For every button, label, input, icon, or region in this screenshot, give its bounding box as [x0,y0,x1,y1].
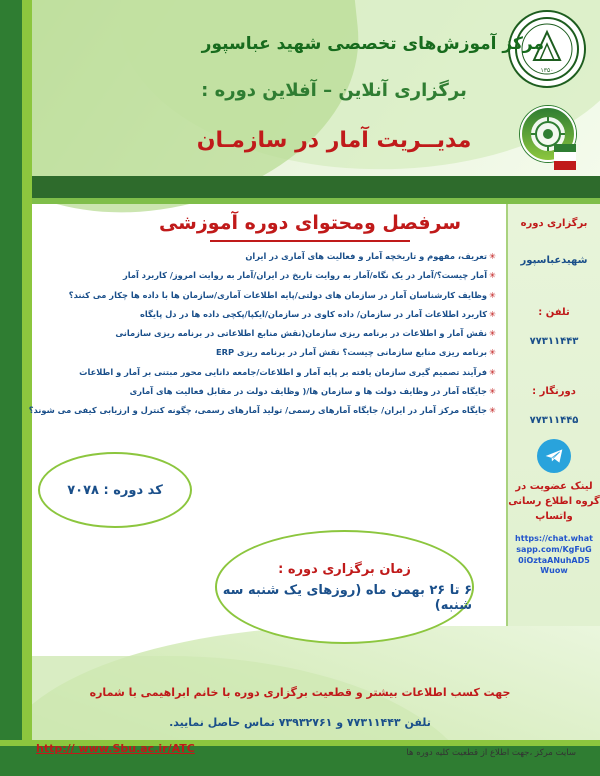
section-title: سرفصل ومحتوای دوره آموزشی [158,212,462,234]
website-link[interactable]: http:// www.Sbu.ac.ir/ATC [36,742,195,755]
topic-text: فرآیند تصمیم گیری سازمان یافته بر پایه آمار و اطلاعات/جامعه دانایی محور مبتنی بر آمار و اطلاعات [79,366,488,377]
flag-icon [554,144,576,170]
topic-text: جایگاه مرکز آمار در ایران/ جایگاه آمارهای رسمی/ تولید آمارهای رسمی، چگونه کنترل و ارزیابی کیفی می شوند؟ [28,405,488,415]
topic-text: کاربرد اطلاعات آمار در سازمان/ داده کاوی در سازمان/ایکپا/پکچی داده ها در دل پایگاه [140,308,488,319]
topic-list [28,250,496,423]
sidebar-whatsapp [508,479,600,577]
sidebar-fax [508,384,600,429]
list-item [116,250,496,263]
bullet-star-icon: ✳ [489,251,496,261]
list-item [68,289,496,302]
topic-text: تعریف، مفهوم و تاریخچه آمار و فعالیت های آماری در ایران [245,251,488,261]
footer-contact-line1: جهت کسب اطلاعات بیشتر و قطعیت برگزاری دوره با خانم ابراهیمی با شماره [89,686,511,699]
list-item [116,308,496,321]
sidebar-phone-value[interactable]: ۷۷۳۱۱۴۴۳ [529,336,579,347]
sidebar-fax-value: ۷۷۳۱۱۴۴۵ [529,415,579,426]
list-item [116,269,496,282]
footer-contact-line2: تلفن ۷۷۳۱۱۴۴۳ و ۷۳۹۳۲۷۶۱ تماس حاصل نمایید. [169,716,431,729]
sidebar [508,206,600,587]
section-title-underline [210,240,410,242]
sidebar-venue-label: برگزاری دوره [520,218,588,229]
sidebar-phone [508,305,600,350]
bullet-star-icon: ✳ [489,289,496,300]
topic-text: وظایف کارشناسان آمار در سازمان های دولتی/پایه اطلاعات آماری/سازمان ها با داده ها چکار می کنند؟ [68,289,488,300]
topic-text: نقش آمار و اطلاعات در برنامه ریزی سازمان(نقش منابع اطلاعاتی در برنامه ریزی سازمانی [115,328,488,338]
schedule-title: زمان برگزاری دوره : [278,561,411,577]
list-item [79,366,496,379]
list-item [116,327,496,340]
sidebar-fax-label: دورنگار : [532,386,576,397]
header-divider-strip [0,176,600,198]
sidebar-venue-value: شهیدعباسپور [520,255,588,266]
course-code-badge [38,452,192,528]
course-code-label: کد دوره : ۷۰۷۸ [67,482,163,498]
page-title-line1: مرکز آموزش‌های تخصصی شهید عباسپور [201,34,544,54]
schedule-badge [215,530,474,644]
sidebar-venue [508,216,600,269]
footer-note: سایت مرکز ،جهت اطلاع از قطعیت کلیه دوره ها [406,748,576,758]
svg-text:۱۳۵۰: ۱۳۵۰ [540,67,554,74]
bullet-star-icon: ✳ [489,347,496,358]
topic-text: آمار چیست؟/آمار در یک نگاه/آمار به روایت تاریخ در ایران/آمار به روایت امروز/ کاربرد آمار [122,270,488,281]
topic-text: برنامه ریزی منابع سازمانی چیست؟ نقش آمار در برنامه ریزی ERP [215,347,488,358]
list-item [116,385,496,398]
page-title-line3: مدیــریت آمار در سازمـان [196,128,472,153]
bullet-star-icon: ✳ [489,270,496,281]
list-item [116,346,496,359]
telegram-icon[interactable] [537,439,571,473]
schedule-value: ۶ تا ۲۶ بهمن ماه (روزهای یک شنبه سه شنبه) [222,582,472,613]
bullet-star-icon: ✳ [489,366,496,377]
bullet-star-icon: ✳ [489,405,496,415]
list-item [28,404,496,417]
topic-text: جایگاه آمار در وظایف دولت ها و سازمان ها/( وظایف دولت در مقابل فعالیت های آماری [129,385,488,396]
sidebar-phone-label: تلفن : [538,307,570,318]
bullet-star-icon: ✳ [489,328,496,338]
left-band-light [22,0,32,776]
bullet-star-icon: ✳ [489,308,496,319]
sidebar-whatsapp-link[interactable]: https://chat.whatsapp.com/KgFuG0iOztaANuhAD5Wuow [515,534,593,576]
page-title-line2: برگزاری آنلاین – آفلاین دوره : [201,80,467,101]
left-band-dark [0,0,22,776]
sidebar-whatsapp-label: لینک عضویت در گروه اطلاع رسانی واتساپ [508,481,600,522]
bullet-star-icon: ✳ [489,385,496,396]
